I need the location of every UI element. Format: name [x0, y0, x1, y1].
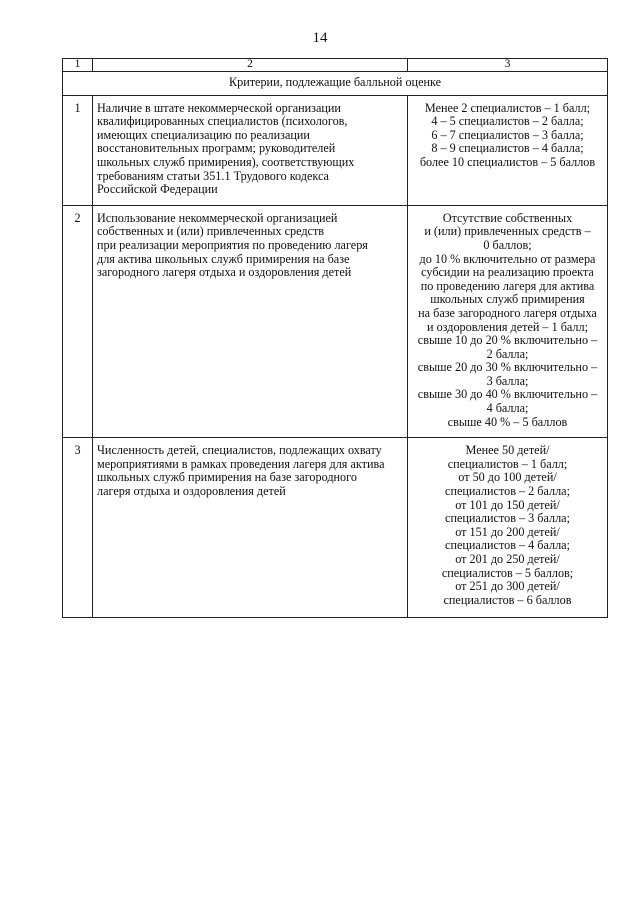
text-line: свыше 20 до 30 % включительно –	[417, 360, 598, 375]
text-line: до 10 % включительно от размера	[419, 251, 596, 266]
text-line: Российской Федерации	[97, 182, 218, 197]
text-line: 2 балла;	[486, 346, 529, 361]
text-line: специалистов – 4 балла;	[445, 538, 570, 553]
text-line: свыше 10 до 20 % включительно –	[417, 333, 598, 348]
text-line: школьных служб примирения), соответствующих	[97, 154, 355, 169]
criteria-table	[62, 58, 608, 618]
text-line: от 50 до 100 детей/	[458, 470, 557, 485]
text-line: мероприятиями в рамках проведения лагеря для актива	[97, 456, 385, 471]
table-row	[63, 205, 608, 438]
text-line: 4 балла;	[486, 401, 529, 416]
score-cell	[408, 205, 608, 438]
text-line: специалистов – 3 балла;	[445, 511, 570, 526]
text-line: по проведению лагеря для актива	[420, 278, 595, 293]
table-row	[63, 438, 608, 618]
text-line: Численность детей, специалистов, подлежащих охвату	[97, 443, 382, 458]
text-line: специалистов – 6 баллов	[443, 592, 572, 607]
text-line: школьных служб примирения	[430, 292, 585, 307]
text-line: для актива школьных служб примирения на базе	[97, 251, 350, 266]
text-line: школьных служб примирения на базе загородного	[97, 470, 357, 485]
text-line: и (или) привлеченных средств –	[424, 224, 591, 239]
text-line: Менее 50 детей/	[465, 443, 550, 458]
score-cell	[408, 438, 608, 618]
text-line: Менее 2 специалистов – 1 балл;	[424, 100, 591, 115]
text-line: квалифицированных специалистов (психологов,	[97, 114, 348, 129]
text-line: специалистов – 5 баллов;	[441, 565, 574, 580]
column-number-1: 1	[63, 59, 93, 72]
text-line: имеющих специализацию по реализации	[97, 127, 310, 142]
text-line: Использование некоммерческой организацией	[97, 210, 338, 225]
text-line: от 251 до 300 детей/	[455, 579, 560, 594]
column-number-row	[63, 59, 608, 72]
text-line: от 101 до 150 детей/	[455, 497, 560, 512]
text-line: специалистов – 1 балл;	[447, 456, 568, 471]
text-line: 0 баллов;	[483, 237, 532, 252]
criterion-cell	[93, 205, 408, 438]
text-line: свыше 30 до 40 % включительно –	[417, 387, 598, 402]
section-header-row	[63, 72, 608, 96]
text-line: Наличие в штате некоммерческой организации	[97, 100, 341, 115]
text-line: требованиям статьи 351.1 Трудового кодекса	[97, 168, 329, 183]
text-line: 3 балла;	[486, 373, 529, 388]
text-line: Отсутствие собственных	[442, 210, 573, 225]
text-line: лагеря отдыха и оздоровления детей	[97, 484, 286, 499]
row-number: 3	[63, 438, 93, 618]
row-number: 2	[63, 205, 93, 438]
row-number: 1	[63, 95, 93, 205]
column-number-3: 3	[408, 59, 608, 72]
text-line: 4 – 5 специалистов – 2 балла;	[431, 114, 584, 129]
text-line: от 201 до 250 детей/	[455, 552, 560, 566]
text-line: собственных и (или) привлеченных средств	[97, 224, 325, 239]
text-line: свыше 40 % – 5 баллов	[447, 414, 568, 429]
criterion-cell	[93, 95, 408, 205]
text-line: специалистов – 2 балла;	[445, 484, 570, 499]
score-cell	[408, 95, 608, 205]
text-line: восстановительных программ; руководителей	[97, 141, 336, 156]
column-number-2: 2	[93, 59, 408, 72]
text-line: 8 – 9 специалистов – 4 балла;	[431, 141, 584, 156]
text-line: загородного лагеря отдыха и оздоровления детей	[97, 265, 352, 280]
section-title: Критерии, подлежащие балльной оценке	[63, 72, 608, 96]
text-line: субсидии на реализацию проекта	[421, 265, 594, 280]
text-line: и оздоровления детей – 1 балл;	[427, 319, 588, 334]
criterion-cell	[93, 438, 408, 618]
text-line: от 151 до 200 детей/	[455, 524, 560, 539]
text-line: на базе загородного лагеря отдыха	[418, 305, 597, 320]
text-line: более 10 специалистов – 5 баллов	[419, 154, 596, 169]
page-number: 14	[312, 30, 328, 46]
text-line: 6 – 7 специалистов – 3 балла;	[431, 127, 584, 142]
table-row	[63, 95, 608, 205]
text-line: при реализации мероприятия по проведению лагеря	[97, 237, 368, 252]
